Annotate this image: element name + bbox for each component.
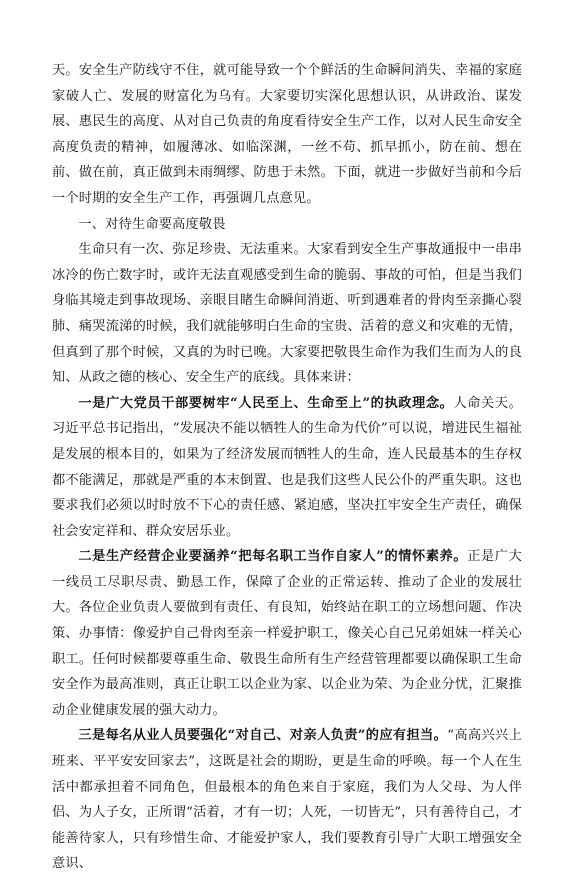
paragraph-point-two: [52, 544, 522, 723]
paragraph-respect-life: 生命只有一次、弥足珍贵、无法重来。大家看到安全生产事故通报中一串串冰冷的伤亡数字时，或许无法直观感受到生命的脆弱、事故的可怕，但是当我们身临其境走到事故现场、亲眼目睹生命瞬间消逝、听到遇难者的骨肉至亲撕心裂肺、痛哭流涕的时候，我们就能够明白生命的宝贵、活着的意义和灾难的无情，但真到了那个时候，又真的为时已晚。大家要把敬畏生命作为我们生而为人的良知、从政之德的核心、安全生产的底线。具体来讲：: [52, 242, 522, 386]
point-one-body: 人命关天。习近平总书记指出，“发展决不能以牺牲人的生命为代价”可以说，增进民生福祉是发展的根本目的，如果为了经济发展而牺牲人的生命，连人民最基本的生存权都不能满足，那就是严重的本末倒置、也是我们这些人民公仆的严重失职。这也要求我们必须以时时放不下心的责任感、紧迫感，坚决扛牢安全生产责任，确保社会安定祥和、群众安居乐业。: [52, 395, 523, 539]
point-three-lead: 三是每名从业人员要强化“对自己、对亲人负责”的应有担当。: [78, 728, 448, 744]
paragraph-intro-continuation: 天。安全生产防线守不住，就可能导致一个个鲜活的生命瞬间消失、幸福的家庭家破人亡、发展的财富化为乌有。大家要切实深化思想认识，从讲政治、谋发展、惠民生的高度、从对自己负责的角度看待安全生产工作，以对人民生命安全高度负责的精神，如履薄冰、如临深渊，一丝不苟、抓早抓小，防在前、想在前、做在前，真正做到未雨绸缪、防患于未然。下面，就进一步做好当前和今后一个时期的安全生产工作，再强调几点意见。: [52, 63, 522, 206]
paragraph-point-three: [52, 723, 522, 877]
document-page: [52, 58, 522, 877]
paragraph-point-one: [52, 391, 522, 545]
point-three-body: “高高兴兴上班来、平平安安回家去”，这既是社会的期盼，更是生命的呼唤。每一个人在生活中都承担着不同角色，但最根本的角色来自于家庭，我们为人父母、为人伴侣、为人子女，正所谓“活着，才有一切；人死，一切皆无”，只有善待自己，才能善待家人，只有珍惜生命、才能爱护家人，我们要教育引导广大职工增强安全意识、: [52, 728, 522, 872]
point-two-lead: 二是生产经营企业要涵养“把每名职工当作自家人”的情怀素养。: [78, 549, 468, 565]
point-one-lead: 一是广大党员干部要树牢“人民至上、生命至上”的执政理念。: [78, 395, 454, 411]
point-two-body: 正是广大一线员工尽职尽责、勤恳工作，保障了企业的正常运转、推动了企业的发展壮大。各位企业负责人要做到有责任、有良知，始终站在职工的立场想问题、作决策、办事情：像爱护自己骨肉至亲一样爱护职工，像关心自己兄弟姐妹一样关心职工。任何时候都要尊重生命、敬畏生命所有生产经营管理都要以确保职工生命安全作为最高准则，真正让职工以企业为家、以企业为荣、为企业分忧，汇聚推动企业健康发展的强大动力。: [52, 549, 522, 718]
section-heading-1: 一、对待生命要高度敬畏: [78, 216, 226, 232]
